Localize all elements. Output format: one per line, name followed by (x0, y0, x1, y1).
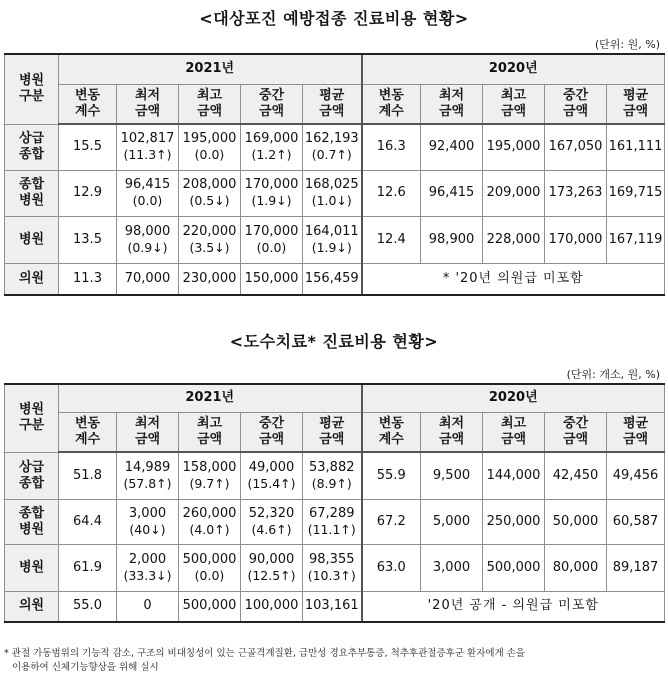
column-header-line2: 금액 (622, 431, 649, 447)
cell-change: (0.9↓) (127, 239, 168, 255)
cell-2020: 55.9 (362, 452, 421, 499)
column-header-line2: 계수 (378, 103, 404, 119)
column-header-line1: 중간 (258, 87, 285, 103)
cell-value: 230,000 (182, 270, 237, 286)
cell-2021 (179, 170, 241, 216)
column-header-line1: 중간 (562, 415, 589, 431)
cell-2021 (241, 452, 303, 499)
cell-2021 (303, 452, 362, 499)
cell-2020: 16.3 (362, 124, 421, 170)
column-header (179, 412, 241, 452)
cell-value: 170,000 (244, 177, 299, 192)
cell-2021 (303, 591, 362, 622)
cell-2021 (179, 452, 241, 499)
column-header-line1: 변동 (74, 87, 101, 103)
cell-value: 156,459 (304, 270, 359, 286)
column-header-line1: 최저 (134, 87, 161, 103)
row-label (5, 216, 59, 263)
column-header-line2: 금액 (438, 431, 465, 447)
cell-value: 2,000 (128, 551, 167, 567)
column-header (545, 84, 607, 124)
cell-value: 103,161 (304, 598, 359, 614)
cell-2021 (303, 499, 362, 544)
cell-change: (0.0) (256, 239, 287, 255)
cell-2020: 80,000 (545, 544, 607, 591)
cell-2021 (241, 263, 303, 295)
cell-2020: 5,000 (421, 499, 483, 544)
cell-2021 (117, 170, 179, 216)
manual-therapy-cost-table (4, 383, 665, 623)
cell-value: 61.9 (73, 559, 102, 575)
cell-2021 (117, 499, 179, 544)
cell-2020: 167,050 (545, 124, 607, 170)
table1-unit: (단위: 원, %) (594, 38, 660, 51)
column-header-line1: 평균 (319, 415, 345, 431)
cell-value: 12.9 (73, 185, 102, 200)
column-header-row (5, 412, 665, 452)
cell-change: (0.7↑) (311, 147, 352, 163)
column-header-line1: 평균 (622, 87, 649, 103)
cell-value: 220,000 (182, 223, 237, 239)
cell-value: 100,000 (244, 598, 299, 614)
column-header-line2: 계수 (74, 431, 101, 447)
column-header-line2: 금액 (438, 103, 465, 119)
cell-2021 (303, 124, 362, 170)
cell-value: 98,355 (309, 551, 355, 567)
cell-2021 (59, 263, 117, 295)
cell-2020: 60,587 (607, 499, 665, 544)
row-label-line1: 병원 (18, 559, 45, 575)
row-label-line2: 종합 (18, 475, 45, 491)
row-label-line1: 병원 (18, 231, 45, 247)
row-label-line1: 의원 (18, 598, 45, 614)
cell-2021 (59, 591, 117, 622)
column-header-line2: 금액 (319, 431, 345, 447)
cell-change: (11.1↑) (307, 521, 356, 537)
footnote-line1: * 관절 가동범위의 기능적 감소, 구조의 비대칭성이 있는 근골격계질환, 급만성 경요추부통증, 척추후관절증후군 환자에게 손을 (4, 648, 526, 659)
cell-value: 90,000 (248, 551, 295, 567)
cell-2021 (117, 544, 179, 591)
row-label-line2: 병원 (18, 521, 45, 537)
cell-change: (1.0↓) (311, 193, 352, 208)
column-header-line2: 금액 (258, 431, 285, 447)
column-header-line2: 금액 (622, 103, 649, 119)
cell-2020: 98,900 (421, 216, 483, 263)
cell-2021 (59, 499, 117, 544)
note-2020: '20년 공개 - 의원급 미포함 (362, 591, 665, 622)
cell-2020: 228,000 (483, 216, 545, 263)
column-header (483, 412, 545, 452)
column-header-line1: 중간 (562, 87, 589, 103)
cell-2021 (303, 544, 362, 591)
row-header-label (5, 54, 59, 124)
column-header-line1: 중간 (258, 415, 285, 431)
row-label-line1: 의원 (18, 270, 45, 286)
row-label-line1: 상급 (18, 459, 45, 475)
cell-value: 55.0 (73, 598, 102, 614)
cell-2020: 89,187 (607, 544, 665, 591)
cell-2020: 50,000 (545, 499, 607, 544)
cell-value: 49,000 (248, 459, 295, 475)
cell-2020: 169,715 (607, 170, 665, 216)
column-header-line1: 최고 (196, 87, 223, 103)
cell-2021 (241, 170, 303, 216)
cell-2021 (241, 591, 303, 622)
cell-2020: 96,415 (421, 170, 483, 216)
table-row (5, 124, 665, 170)
column-header (241, 412, 303, 452)
row-label (5, 544, 59, 591)
column-header-line1: 평균 (622, 415, 649, 431)
cell-value: 14,989 (124, 459, 171, 475)
cell-value: 67,289 (309, 505, 355, 521)
cell-change: (3.5↓) (189, 239, 230, 255)
table-row (5, 499, 665, 544)
cell-2021 (179, 544, 241, 591)
row-header-line1: 병원 (18, 73, 45, 89)
cell-value: 52,320 (248, 505, 295, 521)
cell-value: 162,193 (304, 131, 359, 147)
column-header-line2: 금액 (319, 103, 345, 119)
cell-value: 11.3 (73, 270, 102, 286)
cell-2020: 63.0 (362, 544, 421, 591)
cell-2020: 9,500 (421, 452, 483, 499)
cell-value: 53,882 (309, 459, 355, 475)
cell-2021 (59, 124, 117, 170)
cell-2020: 500,000 (483, 544, 545, 591)
column-header-line1: 변동 (378, 415, 404, 431)
cell-change: (1.9↓) (251, 193, 292, 208)
cell-value: 260,000 (182, 505, 237, 521)
cell-value: 150,000 (244, 270, 299, 286)
cell-value: 168,025 (304, 177, 359, 192)
table-row (5, 452, 665, 499)
cell-2020: 250,000 (483, 499, 545, 544)
cell-2021 (117, 124, 179, 170)
cell-2020: 144,000 (483, 452, 545, 499)
row-label-line2: 병원 (18, 193, 45, 208)
column-header-line1: 최고 (500, 415, 527, 431)
row-label-line1: 종합 (18, 177, 45, 192)
year-2020-header: 2020년 (362, 384, 665, 412)
cell-value: 102,817 (120, 131, 175, 147)
column-header (241, 84, 303, 124)
column-header-line2: 금액 (134, 431, 161, 447)
column-header (59, 84, 117, 124)
cell-2020: 170,000 (545, 216, 607, 263)
column-header (179, 84, 241, 124)
column-header-line2: 금액 (500, 431, 527, 447)
column-header-line1: 최고 (196, 415, 223, 431)
cell-value: 169,000 (244, 131, 299, 147)
column-header-line2: 금액 (134, 103, 161, 119)
year-2021-header: 2021년 (59, 54, 362, 84)
cell-2021 (179, 216, 241, 263)
cell-change: (0.0) (132, 193, 163, 208)
table2-unit: (단위: 개소, 원, %) (566, 368, 660, 381)
year-2021-header: 2021년 (59, 384, 362, 412)
cell-2021 (59, 170, 117, 216)
cell-2021 (241, 216, 303, 263)
cell-value: 64.4 (73, 513, 102, 529)
row-label-line2: 종합 (18, 147, 45, 162)
cell-2020: 209,000 (483, 170, 545, 216)
cell-2021 (241, 499, 303, 544)
cell-2021 (117, 452, 179, 499)
cell-change: (0.5↓) (189, 193, 230, 208)
row-label (5, 452, 59, 499)
cell-value: 164,011 (304, 223, 359, 239)
cell-2020: 173,263 (545, 170, 607, 216)
column-header-line1: 최저 (134, 415, 161, 431)
cell-change: (12.5↑) (247, 567, 296, 583)
column-header-line1: 최저 (438, 87, 465, 103)
column-header-line2: 계수 (378, 431, 404, 447)
column-header-line1: 최고 (500, 87, 527, 103)
cell-2021 (303, 263, 362, 295)
column-header-line2: 금액 (196, 103, 223, 119)
column-header (303, 84, 362, 124)
cell-value: 15.5 (73, 139, 102, 155)
cell-change: (11.3↑) (123, 147, 172, 163)
row-label (5, 499, 59, 544)
cell-change: (0.0) (194, 147, 225, 163)
cell-value: 208,000 (182, 177, 237, 192)
cell-change: (1.9↓) (311, 239, 352, 255)
cell-change: (4.0↑) (189, 521, 230, 537)
column-header (483, 84, 545, 124)
vaccination-cost-table (4, 53, 665, 296)
cell-2020: 67.2 (362, 499, 421, 544)
column-header (545, 412, 607, 452)
cell-2021 (59, 544, 117, 591)
cell-value: 70,000 (124, 270, 171, 286)
table-row (5, 591, 665, 622)
column-header-line2: 금액 (562, 431, 589, 447)
column-header-line2: 금액 (500, 103, 527, 119)
cell-value: 500,000 (182, 598, 237, 614)
cell-change: (15.4↑) (247, 475, 296, 491)
column-header (421, 412, 483, 452)
table-row (5, 170, 665, 216)
cell-change: (0.0) (194, 567, 225, 583)
cell-2020: 167,119 (607, 216, 665, 263)
column-header (362, 84, 421, 124)
cell-change: (33.3↓) (123, 567, 172, 583)
cell-2020: 161,111 (607, 124, 665, 170)
cell-2021 (179, 591, 241, 622)
column-header-line1: 변동 (74, 415, 101, 431)
footnote (4, 647, 664, 675)
column-header-line2: 계수 (74, 103, 101, 119)
column-header (303, 412, 362, 452)
cell-2021 (117, 216, 179, 263)
cell-2021 (117, 591, 179, 622)
cell-change: (8.9↑) (311, 475, 352, 491)
cell-2020: 3,000 (421, 544, 483, 591)
cell-change: (40↓) (129, 521, 166, 537)
cell-value: 3,000 (128, 505, 167, 521)
cell-value: 51.8 (73, 467, 102, 483)
cell-change: (10.3↑) (307, 567, 356, 583)
cell-2021 (179, 499, 241, 544)
table1-title: <대상포진 예방접종 진료비용 현황> (199, 9, 469, 28)
cell-2021 (303, 216, 362, 263)
cell-2021 (117, 263, 179, 295)
column-header-line1: 평균 (319, 87, 345, 103)
cell-value: 96,415 (124, 177, 171, 192)
column-header (362, 412, 421, 452)
column-header (607, 84, 665, 124)
column-header (117, 412, 179, 452)
table-row (5, 544, 665, 591)
row-header-line2: 구분 (18, 89, 45, 105)
cell-2021 (241, 544, 303, 591)
column-header-line2: 금액 (562, 103, 589, 119)
row-header-line1: 병원 (18, 402, 45, 418)
column-header (59, 412, 117, 452)
cell-2020: 42,450 (545, 452, 607, 499)
cell-2020: 12.6 (362, 170, 421, 216)
cell-value: 158,000 (182, 459, 237, 475)
cell-2020: 12.4 (362, 216, 421, 263)
table-row (5, 216, 665, 263)
cell-2021 (179, 124, 241, 170)
row-label (5, 124, 59, 170)
cell-change: (4.6↑) (251, 521, 292, 537)
note-2020: * '20년 의원급 미포함 (362, 263, 665, 295)
column-header-line1: 변동 (378, 87, 404, 103)
row-label-line1: 종합 (18, 505, 45, 521)
row-header-line2: 구분 (18, 418, 45, 434)
table-row (5, 263, 665, 295)
column-header (607, 412, 665, 452)
cell-2021 (59, 452, 117, 499)
row-label (5, 591, 59, 622)
cell-2020: 49,456 (607, 452, 665, 499)
column-header-line2: 금액 (196, 431, 223, 447)
cell-2020: 92,400 (421, 124, 483, 170)
cell-change: (57.8↑) (123, 475, 172, 491)
row-header-label (5, 384, 59, 452)
row-label (5, 170, 59, 216)
cell-value: 170,000 (244, 223, 299, 239)
column-header-row (5, 84, 665, 124)
cell-change: (9.7↑) (189, 475, 230, 491)
column-header (421, 84, 483, 124)
column-header-line2: 금액 (258, 103, 285, 119)
cell-change: (1.2↑) (251, 147, 292, 163)
cell-value: 500,000 (182, 551, 237, 567)
column-header (117, 84, 179, 124)
row-label (5, 263, 59, 295)
cell-value: 195,000 (182, 131, 237, 147)
cell-2020: 195,000 (483, 124, 545, 170)
cell-2021 (241, 124, 303, 170)
cell-value: 98,000 (124, 223, 171, 239)
cell-value: 0 (143, 598, 152, 614)
cell-2021 (303, 170, 362, 216)
row-label-line1: 상급 (18, 131, 45, 146)
cell-2021 (59, 216, 117, 263)
column-header-line1: 최저 (438, 415, 465, 431)
table2-title: <도수치료* 진료비용 현황> (229, 332, 439, 351)
cell-2021 (179, 263, 241, 295)
footnote-line2: 이용하여 신체기능향상을 위해 실시 (12, 662, 159, 673)
cell-value: 13.5 (73, 231, 102, 247)
year-2020-header: 2020년 (362, 54, 665, 84)
